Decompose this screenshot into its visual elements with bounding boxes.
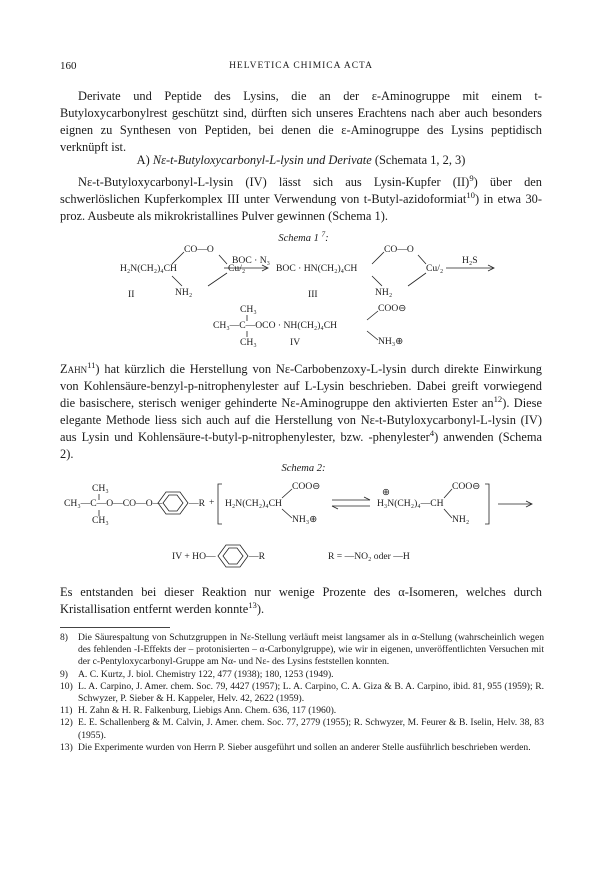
footnote-13: 13) Die Experimente wurden von Herrn P. Sieber ausgeführt und sollen an anderer Stelle ausführlich beschrieben werden. xyxy=(60,741,531,753)
s2-coo-right: COO⊖ xyxy=(452,481,481,492)
eq-arrow-top-head xyxy=(364,497,370,500)
s1-ii-cu: Cu/₂ xyxy=(228,263,246,274)
s1-ii-h2n-chain: H₂N(CH₂)₄CH xyxy=(120,263,177,274)
footnotes xyxy=(60,632,544,754)
s2-product-r: —R xyxy=(249,551,265,562)
footnote-10: 10) L. A. Carpino, J. Amer. chem. Soc. 79, 4427 (1957); L. A. Carpino, C. A. Giza & B. A. Carpino, ibid. 81, 955 (1959); R. Schwyzer, P. Sieber & H. Kappeler, Helv. 42, 2622 (1959). xyxy=(60,680,544,705)
page-number: 160 xyxy=(60,60,77,72)
s1-reagent-1: BOC · N₃ xyxy=(232,255,270,266)
bond-s2-nh3-left xyxy=(282,509,292,518)
s1-reagent-2: H₂S xyxy=(462,255,478,266)
p1-text-2: ) über den schwerlöslichen Kupferkomplex III unter Verwendung von t-Butyl-azidoformiat xyxy=(60,175,542,207)
p1-ref-1: 9 xyxy=(469,172,474,183)
benzene-ring-1-inner xyxy=(163,495,183,511)
footnote-12: 12) E. E. Schallenberg & M. Calvin, J. Amer. chem. Soc. 77, 2779 (1955); R. Schwyzer, M. Feurer & B. Iselin, Helv. 38, 83 (1955). xyxy=(60,717,544,741)
s2-product-iv-phenol: IV + HO— xyxy=(172,551,216,562)
s2-nh3-left: NH₃⊕ xyxy=(292,514,318,525)
s2-ch3-top: CH₃ xyxy=(92,483,109,494)
schema-2-title: Schema 2: xyxy=(281,463,326,474)
p2-ref-1: 11 xyxy=(87,359,96,370)
footnote-rule xyxy=(60,627,170,628)
bracket-right xyxy=(485,484,489,524)
intro-text: Derivate und Peptide des Lysins, die an der ε-Aminogruppe mit einem t-Butyloxycarbonylrest geschützt sind, dürften sich unseres Erachtens nach aber auch besonders eignen zu Synthesen von Peptiden, bei denen die ε-Aminogruppe des Lysins peptidisch verknüpft ist. xyxy=(60,89,542,155)
s2-coo-left: COO⊖ xyxy=(292,481,321,492)
s2-h3n-charge: ⊕ xyxy=(382,487,391,498)
p3-ref: 13 xyxy=(248,599,257,610)
p2-text: ) hat kürzlich die Herstellung von Nε-Carbobenzoxy-L-lysin durch direkte Einwirkung von Kohlensäure-benzyl-p-nitrophenylester auf L-Lysin beschrieben. Dabei greift vorwiegend die basischere, sterisch weniger gehinderte Nε-Aminogruppe den aktivierten Ester an xyxy=(60,362,542,411)
bond-iii-o-cu xyxy=(418,255,426,264)
s1-label-iii: III xyxy=(308,289,318,300)
p2-ref-2: 12 xyxy=(493,394,503,405)
s1-iv-nh3: NH₃⊕ xyxy=(378,336,404,347)
s1-iii-co-o: CO—O xyxy=(384,244,414,255)
s2-nh2-right: NH₂ xyxy=(452,514,470,525)
s2-r-definition: R = —NO₂ oder —H xyxy=(328,551,410,562)
p3-tail: ). xyxy=(256,602,265,617)
p1-ref-2: 10 xyxy=(466,189,475,200)
p2-text-3: ) anwenden (Schema 2). xyxy=(60,430,542,462)
schema-1-title: Schema 1 $^7$: xyxy=(278,229,329,244)
journal-title: HELVETICA CHIMICA ACTA xyxy=(229,61,373,71)
s1-iv-ch3-top: CH₃ xyxy=(240,304,257,315)
bond-ii-down xyxy=(172,276,182,286)
s2-lysine-chain: H₂N(CH₂)₄CH xyxy=(225,498,282,509)
footnote-8: 8) Die Säurespaltung von Schutzgruppen in Nε-Stellung verläuft meist langsamer als in α-Stellung (wahrscheinlich wegen des fehlenden -I-Effekts der – protonisierten – α-Carbonylgruppe), wie wir in eigenen, unveröffentlichten Versuchen mit der c-Pentyloxycarbonyl-Gruppe am Nα- und Nε- des Lysins feststellen konnten. xyxy=(60,632,544,668)
benzene-ring-2-inner xyxy=(223,548,243,564)
s1-iii-boc-chain: BOC · HN(CH₂)₄CH xyxy=(276,263,358,274)
p3-text: Es entstanden bei dieser Reaktion nur wenige Prozente des α-Isomeren, welches durch Kristallisation entfernt werden konnte xyxy=(60,585,542,617)
s2-plus: + xyxy=(209,497,215,508)
bond-iii-down xyxy=(372,276,382,286)
p1-text-3: ) in etwa 30-proz. Ausbeute als mikrokristallines Pulver gewinnen (Schema 1). xyxy=(60,192,542,224)
s1-ii-nh2: NH₂ xyxy=(175,287,193,298)
bond-iii-up xyxy=(372,252,384,264)
paragraph-2 xyxy=(60,361,542,464)
bond-s2-nh2-right xyxy=(444,509,452,518)
s1-iii-nh2: NH₂ xyxy=(375,287,393,298)
heading-prefix: A) xyxy=(136,153,153,167)
p2-text-2: ). Diese elegante Methode liess sich auch auf die Herstellung von Nε-t-Butyloxycarbonyl-L-lysin (IV) aus Lysin und Kohlensäure-t-butyl-p-nitrophenylester, bzw. -phenylester xyxy=(60,396,542,445)
footnote-9: 9) A. C. Kurtz, J. biol. Chemistry 122, 477 (1938); 180, 1253 (1949). xyxy=(60,668,334,680)
bond-ii-o-cu xyxy=(219,255,227,264)
s1-ii-co-o: CO—O xyxy=(184,244,214,255)
bond-iv-coo xyxy=(367,311,378,320)
heading-suffix: (Schemata 1, 2, 3) xyxy=(371,153,466,167)
s2-carbonate-chain: CH₃—C—O—CO—O— xyxy=(64,498,163,509)
p2-ref-3: 4 xyxy=(429,428,435,439)
bond-s2-coo-left xyxy=(282,489,292,498)
s2-ch3-bottom: CH₃ xyxy=(92,515,109,526)
footnote-11: 11) H. Zahn & H. R. Falkenburg, Liebigs Ann. Chem. 636, 117 (1960). xyxy=(60,705,337,717)
eq-arrow-bottom-head xyxy=(332,506,338,509)
s1-iv-coo: COO⊖ xyxy=(378,303,407,314)
s2-h3n-chain: H₃N(CH₂)₄—CH xyxy=(377,498,444,509)
s1-iii-cu: Cu/₂ xyxy=(426,263,444,274)
bond-ii-n-cu xyxy=(208,273,227,286)
bond-iii-n-cu xyxy=(408,273,426,286)
bond-iv-nh3 xyxy=(367,331,378,340)
s1-label-ii: II xyxy=(128,289,135,300)
paragraph-3 xyxy=(60,584,542,618)
bracket-left xyxy=(218,484,222,524)
s1-iv-chain: CH₃—C—OCO · NH(CH₂)₄CH xyxy=(213,320,338,331)
s2-r-group: —R xyxy=(189,498,205,509)
s1-iv-ch3-bottom: CH₃ xyxy=(240,337,257,348)
p1-text: Nε-t-Butyloxycarbonyl-L-lysin (IV) lässt sich aus Lysin-Kupfer (II) xyxy=(78,175,470,189)
p2-author: Zahn xyxy=(60,362,88,376)
heading-title: Nε-t-Butyloxycarbonyl-L-lysin und Derivate xyxy=(152,153,372,167)
s1-label-iv: IV xyxy=(290,337,301,348)
bond-s2-coo-right xyxy=(444,489,452,498)
